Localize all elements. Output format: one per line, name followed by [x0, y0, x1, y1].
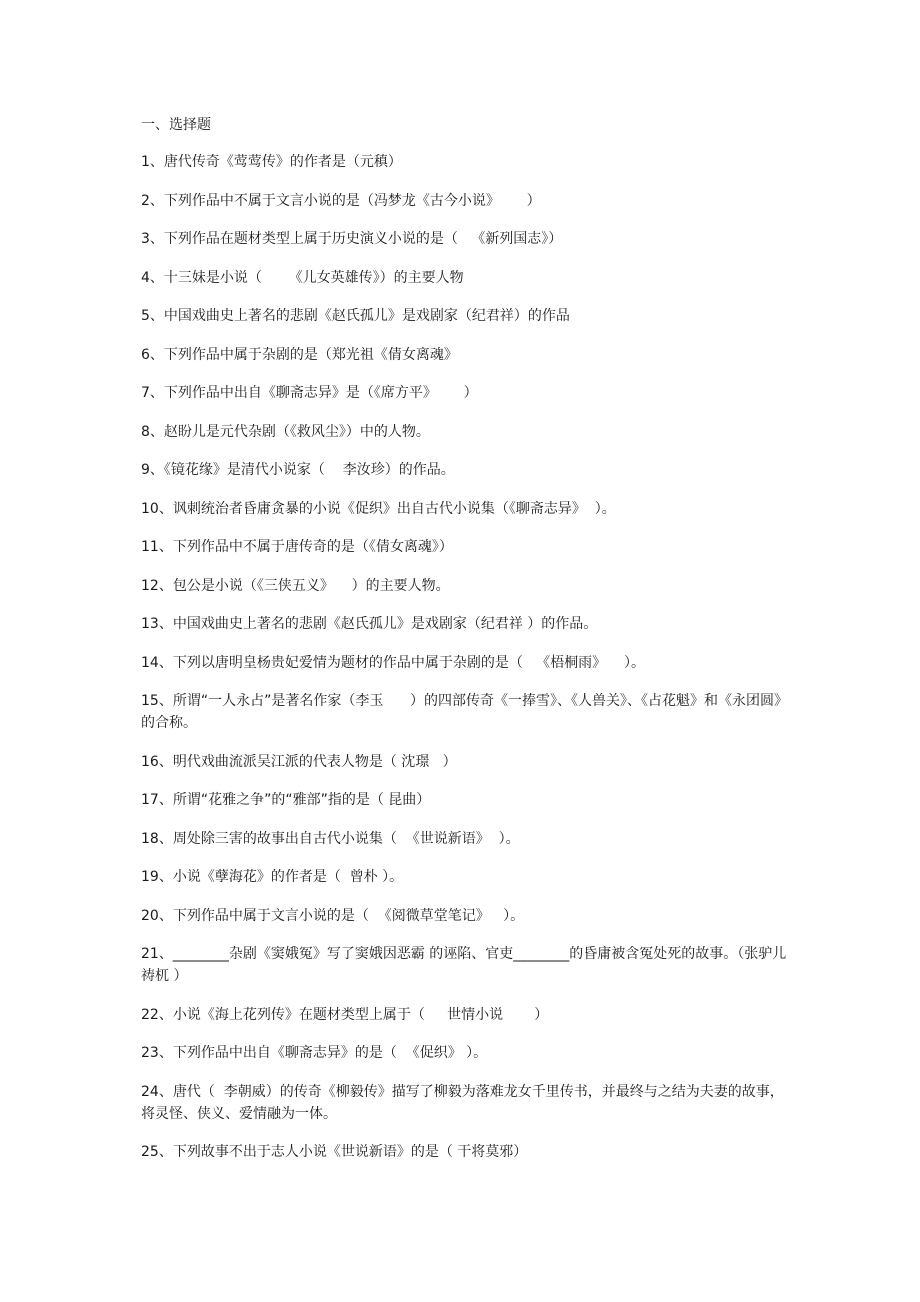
question-item: 14、下列以唐明皇杨贵妃爱情为题材的作品中属于杂剧的是（ 《梧桐雨》 ）。: [141, 654, 645, 671]
question-item: 5、中国戏曲史上著名的悲剧《赵氏孤儿》是戏剧家（纪君祥）的作品: [141, 308, 570, 324]
question-item: 19、小说《孽海花》的作者是（ 曾朴 ）。: [141, 869, 404, 885]
question-item: 7、下列作品中出自《聊斋志异》是（《席方平》 ）: [141, 385, 478, 401]
section-title: 一、选择题: [141, 117, 211, 133]
question-item: 9、《镜花缘》是清代小说家（ 李汝珍）的作品。: [141, 462, 455, 478]
question-item: 2、下列作品中不属于文言小说的是（冯梦龙《古今小说》 ）: [141, 192, 541, 209]
question-item: 15、所谓“一人永占”是著名作家（李玉 ）的四部传奇《一捧雪》、《人兽关》、《占花魁》和《永团圆》的合称。: [141, 693, 789, 731]
question-item: 16、明代戏曲流派吴江派的代表人物是（ 沈璟 ）: [141, 753, 457, 770]
question-item: 12、包公是小说（《三侠五义》 ）的主要人物。: [141, 577, 450, 594]
question-item: 13、中国戏曲史上著名的悲剧《赵氏孤儿》是戏剧家（纪君祥 ）的作品。: [141, 616, 598, 632]
question-item: 8、赵盼儿是元代杂剧（《救风尘》）中的人物。: [141, 423, 430, 440]
question-item: 18、周处除三害的故事出自古代小说集（ 《世说新语》 ）。: [141, 830, 520, 847]
question-item: 11、下列作品中不属于唐传奇的是（《倩女离魂》）: [141, 539, 453, 555]
question-item: 1、唐代传奇《莺莺传》的作者是（元稹）: [141, 154, 402, 170]
question-list: [141, 151, 800, 1180]
question-item: 20、下列作品中属于文言小说的是（ 《阅微草堂笔记》 ）。: [141, 907, 525, 924]
question-item: 23、下列作品中出自《聊斋志异》的是（ 《促织》 ）。: [141, 1045, 488, 1061]
question-item: 3、下列作品在题材类型上属于历史演义小说的是（ 《新列国志》）: [141, 231, 563, 247]
question-item: 17、所谓“花雅之争”的“雅部”指的是（ 昆曲）: [141, 792, 431, 808]
question-item: 24、唐代（ 李朝威）的传奇《柳毅传》描写了柳毅为落难龙女千里传书，并最终与之结为夫妻的故事，将灵怪、侠义、爱情融为一体。: [141, 1083, 784, 1122]
question-item: 10、讽刺统治者昏庸贪暴的小说《促织》出自古代小说集（《聊斋志异》 ）。: [141, 500, 616, 517]
question-item: 21、________杂剧《窦娥冤》写了窦娥因恶霸 的诬陷、官吏________的昏庸被含冤处死的故事。（张驴儿 祷杌 ）: [141, 946, 800, 984]
question-item: 4、十三妹是小说（ 《儿女英雄传》）的主要人物: [141, 269, 464, 286]
question-item: 6、下列作品中属于杂剧的是（郑光祖《倩女离魂》: [141, 346, 458, 363]
question-item: 25、下列故事不出于志人小说《世说新语》的是（ 干将莫邪）: [141, 1144, 528, 1160]
question-item: 22、小说《海上花列传》在题材类型上属于（ 世情小说 ）: [141, 1006, 549, 1023]
